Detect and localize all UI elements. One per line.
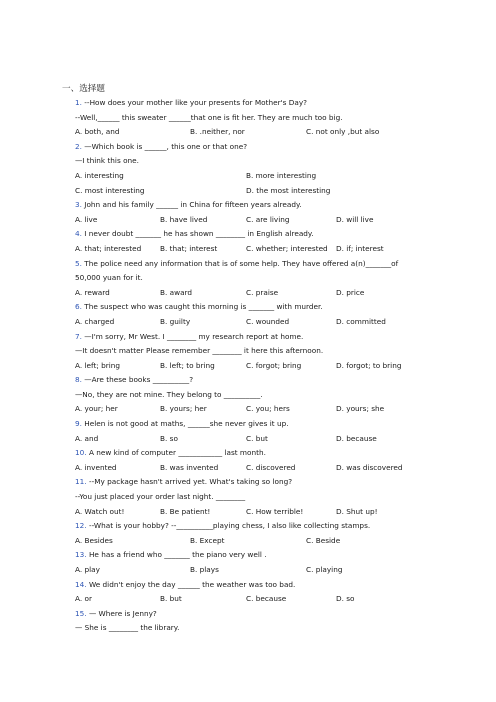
option-c[interactable]: C. but [246,433,268,443]
question-stem [75,257,435,272]
option-a[interactable]: A. that; interested [75,243,142,253]
option-b[interactable]: B. more interesting [246,170,317,180]
question-stem [75,300,435,315]
question-stem [75,475,435,490]
option-c[interactable]: C. How terrible! [246,506,304,516]
options-row [75,505,435,520]
options-row [75,359,435,374]
question-stem [75,227,435,242]
question-11 [75,475,435,519]
option-a[interactable]: A. Watch out! [75,506,125,516]
question-number: 10. [75,448,89,458]
question-number: 2. [75,141,85,151]
option-b[interactable]: B. .neither, nor [190,127,245,137]
question-text: — Where is Jenny? [88,608,157,618]
question-text: He has a friend who _______ the piano very well . [88,550,267,560]
option-d[interactable]: D. will live [336,214,374,224]
question-text: — She is ________ the library. [75,623,180,633]
question-stem [75,373,435,388]
option-b[interactable]: B. so [160,433,178,443]
option-d[interactable]: D. Shut up! [336,506,378,516]
question-12 [75,519,435,548]
question-number: 13. [75,550,89,560]
question-line [75,621,435,636]
option-a[interactable]: A. left; bring [75,360,121,370]
question-8 [75,373,435,417]
option-b[interactable]: B. guilty [160,316,191,326]
option-d[interactable]: D. if; interest [336,243,384,253]
option-c[interactable]: C. are living [246,214,290,224]
question-number: 4. [75,229,85,239]
question-2 [75,140,435,198]
question-number: 3. [75,200,85,210]
question-line [75,271,435,286]
question-stem [75,140,435,155]
question-text: A new kind of computer ____________ last month. [88,448,266,458]
options-row [75,592,435,607]
option-a[interactable]: A. reward [75,287,110,297]
option-a[interactable]: A. Besides [75,535,113,545]
option-b[interactable]: B. yours; her [160,404,207,414]
question-4 [75,227,435,256]
option-a[interactable]: A. both, and [75,127,120,137]
question-text: —I'm sorry, Mr West. I ________ my research report at home. [84,331,304,341]
question-13 [75,548,435,577]
question-5 [75,257,435,301]
option-b[interactable]: B. but [160,594,182,604]
question-stem [75,578,435,593]
question-text: —It doesn't matter Please remember ________ it here this afternoon. [75,346,324,356]
question-text: 50,000 yuan for it. [75,273,143,283]
question-text: --What is your hobby? --__________playing chess, I also like collecting stamps. [88,521,371,531]
question-line [75,154,435,169]
options-row [75,125,435,140]
question-line [75,388,435,403]
question-text: We didn't enjoy the day ______ the weather was too bad. [88,579,296,589]
options-row [75,213,435,228]
question-7 [75,330,435,374]
question-stem [75,417,435,432]
option-a[interactable]: A. play [75,565,100,574]
question-number: 6. [75,302,85,312]
question-15 [75,607,435,636]
options-row [75,242,435,257]
question-line [75,344,435,359]
question-number: 15. [75,608,89,618]
question-1 [75,96,435,140]
option-b[interactable]: B. Except [190,535,225,545]
question-line [75,111,435,126]
question-text: —Are these books __________? [84,375,194,385]
question-9 [75,417,435,446]
option-d[interactable]: D. yours; she [336,404,385,414]
question-stem [75,198,435,213]
question-text: John and his family ______ in China for fifteen years already. [84,200,302,210]
option-c[interactable]: C. Beside [306,535,341,545]
option-b[interactable]: B. that; interest [160,243,218,253]
option-d[interactable]: D. forgot; to bring [336,360,402,370]
option-a[interactable]: A. live [75,214,98,224]
question-text: —Which book is ______, this one or that one? [84,141,248,151]
option-b[interactable]: B. have lived [160,214,208,224]
option-b[interactable]: B. left; to bring [160,360,215,370]
question-text: The suspect who was caught this morning is _______ with murder. [84,302,323,312]
option-c[interactable]: C. not only ,but also [306,127,380,137]
option-b[interactable]: B. award [160,287,193,297]
question-line [75,490,435,505]
question-10 [75,446,435,475]
option-c[interactable]: C. most interesting [75,185,145,195]
option-c[interactable]: C. whether; interested [246,243,328,253]
question-number: 5. [75,258,85,268]
option-c[interactable]: C. praise [246,287,279,297]
question-number: 8. [75,375,85,385]
question-number: 11. [75,477,89,487]
question-14 [75,578,435,607]
question-6 [75,300,435,329]
options-row [75,169,435,184]
question-number: 7. [75,331,85,341]
option-d[interactable]: D. so [336,594,355,604]
question-number: 14. [75,579,89,589]
option-d[interactable]: D. committed [336,316,386,326]
option-c[interactable]: C. you; hers [246,404,290,414]
option-d[interactable]: D. price [336,287,365,297]
section-title: 一、选择题 [62,84,105,94]
question-text: I never doubt _______ he has shown ________ in English already. [84,229,314,239]
option-c[interactable]: C. forgot; bring [246,360,302,370]
option-d[interactable]: D. the most interesting [246,185,331,195]
options-row [75,534,435,549]
option-b[interactable]: B. was invented [160,462,219,472]
question-text: Helen is not good at maths, ______she never gives it up. [84,419,289,429]
question-text: The police need any information that is of some help. They have offered a(n)_______of [84,258,399,268]
question-text: --You just placed your order last night. ________ [75,492,246,502]
question-number: 9. [75,419,85,429]
question-text: —No, they are not mine. They belong to __________. [75,389,263,399]
option-a[interactable]: A. charged [75,316,115,326]
option-d[interactable]: D. because [336,433,377,443]
question-stem [75,330,435,345]
option-a[interactable]: A. invented [75,462,117,472]
option-c[interactable]: C. wounded [246,316,290,326]
option-a[interactable]: A. your; her [75,404,118,414]
options-row [75,461,435,476]
question-stem [75,519,435,534]
options-row [75,315,435,330]
question-text: --Well,______ this sweater ______that one is fit her. They are much too big. [75,112,343,122]
question-number: 12. [75,521,89,531]
option-c[interactable]: C. discovered [246,462,296,472]
options-row [75,563,435,578]
option-b[interactable]: B. Be patient! [160,506,211,516]
question-3 [75,198,435,227]
option-a[interactable]: A. or [75,594,92,604]
option-b[interactable]: B. plays [190,565,219,574]
options-row [75,184,435,199]
question-stem [75,446,435,461]
option-c[interactable]: C. playing [306,565,343,574]
question-text: --My package hasn't arrived yet. What's taking so long? [88,477,293,487]
question-stem [75,607,435,622]
question-stem [75,548,435,563]
question-stem [75,96,435,111]
question-text: —I think this one. [75,156,139,166]
question-text: --How does your mother like your presents for Mother's Day? [84,98,308,107]
option-d[interactable]: D. was discovered [336,462,403,472]
options-row [75,432,435,447]
question-number: 1. [75,98,85,107]
option-a[interactable]: A. and [75,433,99,443]
question-list [75,96,435,636]
option-c[interactable]: C. because [246,594,287,604]
options-row [75,286,435,301]
options-row [75,402,435,417]
option-a[interactable]: A. interesting [75,170,124,180]
